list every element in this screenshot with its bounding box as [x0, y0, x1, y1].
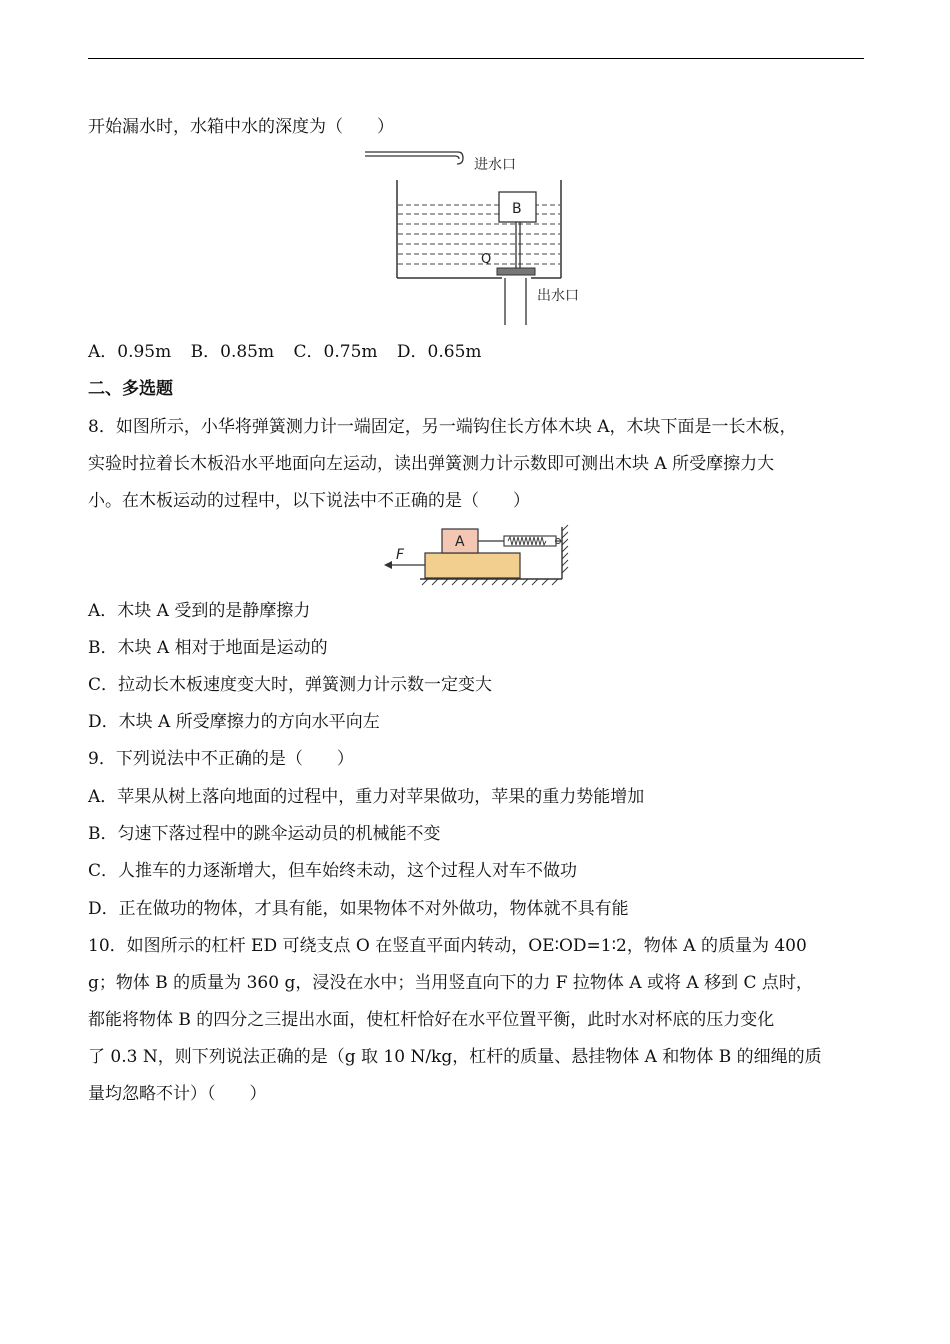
q8-spring-scale-figure	[380, 522, 575, 590]
section-title: 二、多选题	[88, 379, 173, 399]
q8-stem-line-1: 8．如图所示，小华将弹簧测力计一端固定，另一端钩住长方体木块 A，木块下面是一长木板，	[88, 417, 797, 437]
q10-stem-line-5: 量均忽略不计）（ ）	[88, 1084, 267, 1104]
q9-option-d: D．正在做功的物体，才具有能，如果物体不对外做功，物体就不具有能	[88, 899, 629, 919]
valve-q-label: Q	[481, 252, 492, 267]
float-b-label: B	[512, 201, 522, 217]
q9-stem: 9．下列说法中不正确的是（ ）	[88, 749, 354, 769]
q8-stem-line-2: 实验时拉着长木板沿水平地面向左运动，读出弹簧测力计示数即可测出木块 A 所受摩擦力大	[88, 454, 775, 474]
q7-options	[88, 341, 482, 363]
q7-stem: 开始漏水时，水箱中水的深度为（ ）	[88, 117, 394, 137]
q9-option-c: C．人推车的力逐渐增大，但车始终未动，这个过程人对车不做功	[88, 861, 578, 881]
q10-stem-line-1: 10．如图所示的杠杆 ED 可绕支点 O 在竖直平面内转动，OE∶OD=1∶2，物体 A 的质量为 400	[88, 936, 807, 956]
block-a-label: A	[455, 534, 465, 550]
q8-option-a: A．木块 A 受到的是静摩擦力	[88, 601, 311, 621]
q7-option-b: B．0.85m	[190, 342, 275, 362]
q7-water-tank-figure	[360, 145, 610, 330]
q10-stem-line-2: g；物体 B 的质量为 360 g，浸没在水中；当用竖直向下的力 F 拉物体 A 或将 A 移到 C 点时，	[88, 973, 813, 993]
q9-option-a: A．苹果从树上落向地面的过程中，重力对苹果做功，苹果的重力势能增加	[88, 787, 645, 807]
q8-option-d: D．木块 A 所受摩擦力的方向水平向左	[88, 712, 380, 732]
q9-option-b: B．匀速下落过程中的跳伞运动员的机械能不变	[88, 824, 441, 844]
q8-option-b: B．木块 A 相对于地面是运动的	[88, 638, 328, 658]
outlet-label: 出水口	[537, 288, 579, 304]
inlet-label: 进水口	[474, 157, 516, 173]
q7-option-c: C．0.75m	[293, 342, 378, 362]
q10-stem-line-3: 都能将物体 B 的四分之三提出水面，使杠杆恰好在水平位置平衡，此时水对杯底的压力变化	[88, 1010, 775, 1030]
header-rule	[88, 58, 864, 59]
q8-stem-line-3: 小。在木板运动的过程中，以下说法中不正确的是（ ）	[88, 491, 530, 511]
q8-option-c: C．拉动长木板速度变大时，弹簧测力计示数一定变大	[88, 675, 493, 695]
q7-option-a: A．0.95m	[88, 342, 172, 362]
q7-option-d: D．0.65m	[396, 342, 482, 362]
q10-stem-line-4: 了 0.3 N，则下列说法正确的是（g 取 10 N/kg，杠杆的质量、悬挂物体 A 和物体 B 的细绳的质	[88, 1047, 822, 1067]
force-f-label: F	[396, 547, 405, 563]
